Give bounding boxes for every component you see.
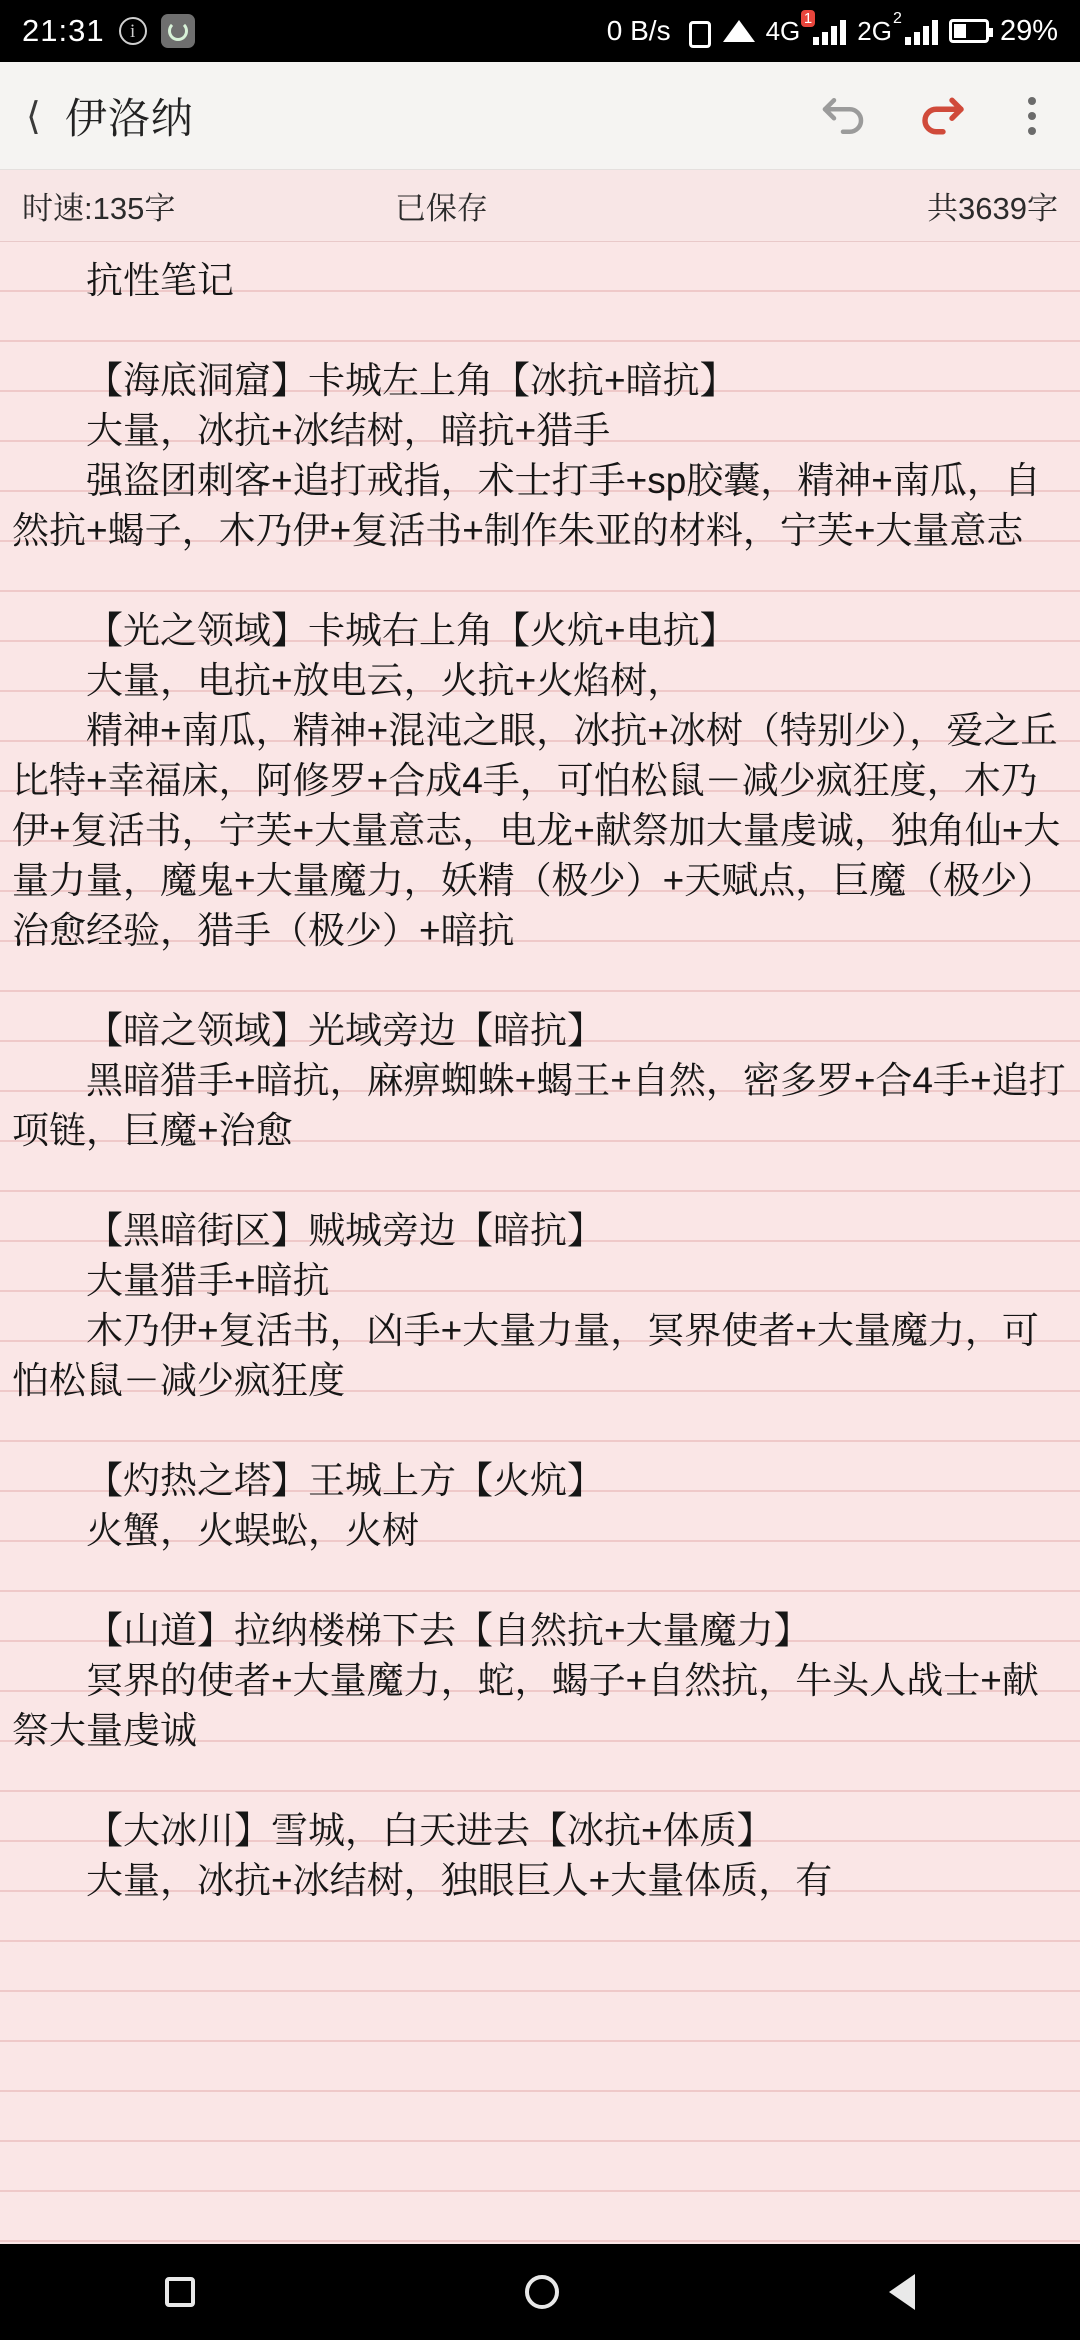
note-line: 大量，冰抗+冰结树，暗抗+猎手 (86, 410, 611, 451)
battery-icon (949, 19, 989, 43)
sim1-label: 4G 1 (766, 16, 803, 47)
note-line: 木乃伊+复活书，凶手+大量力量，冥界使者+大量魔力，可怕松鼠－减少疯狂度 (12, 1310, 1039, 1401)
status-bar-right (606, 9, 1058, 48)
app-bar (0, 62, 1080, 170)
note-line: 【光之领域】卡城右上角【火炕+电抗】 (86, 610, 737, 651)
back-triangle-icon[interactable] (889, 2274, 915, 2310)
recents-square-icon[interactable] (165, 2277, 195, 2307)
sim2-signal-icon (905, 17, 938, 45)
status-bar (0, 0, 1080, 62)
note-editor[interactable] (0, 242, 1080, 2244)
note-line: 大量，电抗+放电云，火抗+火焰树， (86, 660, 685, 701)
system-nav-bar (0, 2244, 1080, 2340)
wifi-icon (723, 18, 755, 44)
note-blank-line (12, 1556, 1068, 1606)
status-bar-left (22, 13, 195, 49)
note-blank-line (12, 956, 1068, 1006)
note-content[interactable] (12, 242, 1068, 1906)
home-circle-icon[interactable] (525, 2275, 559, 2309)
sim1-signal-icon (813, 17, 846, 45)
note-line: 火蟹，火蜈蚣，火树 (86, 1510, 419, 1551)
note-blank-line (12, 306, 1068, 356)
redo-icon[interactable] (916, 89, 970, 143)
app-running-icon (161, 14, 195, 48)
page-title: 伊洛纳 (64, 94, 194, 142)
note-line: 【大冰川】雪城，白天进去【冰抗+体质】 (86, 1810, 774, 1851)
network-speed: 0 B/s (606, 15, 671, 46)
vibrate-icon (682, 18, 712, 44)
word-count: 共3639字 (927, 191, 1058, 226)
undo-icon[interactable] (816, 89, 870, 143)
battery-percent: 29% (999, 14, 1058, 47)
note-line: 【黑暗街区】贼城旁边【暗抗】 (86, 1210, 604, 1251)
note-blank-line (12, 556, 1068, 606)
note-blank-line (12, 1756, 1068, 1806)
back-chevron-icon[interactable]: ⟨ (26, 93, 41, 138)
note-line: 大量，冰抗+冰结树，独眼巨人+大量体质，有 (86, 1860, 833, 1901)
editor-meta-bar (0, 170, 1080, 242)
save-status: 已保存 (394, 191, 488, 226)
note-line: 精神+南瓜，精神+混沌之眼，冰抗+冰树（特别少），爱之丘比特+幸福床，阿修罗+合成4手，可怕松鼠－减少疯狂度，木乃伊+复活书，宁芙+大量意志，电龙+献祭加大量虔诚，独角仙+大量力量，魔鬼+大量魔力，妖精（极少）+天赋点，巨魔（极少）治愈经验，猎手（极少）+暗抗 (12, 710, 1061, 951)
typing-speed: 时速:135字 (22, 191, 176, 226)
note-line: 【灼热之塔】王城上方【火炕】 (86, 1460, 604, 1501)
sim2-badge: 2 (893, 9, 902, 27)
note-blank-line (12, 1406, 1068, 1456)
status-time: 21:31 (22, 13, 105, 48)
note-line: 抗性笔记 (86, 260, 234, 301)
note-line: 大量猎手+暗抗 (86, 1260, 330, 1301)
info-circle-icon: i (119, 17, 147, 45)
kebab-menu-icon[interactable] (1016, 97, 1048, 135)
note-line: 【山道】拉纳楼梯下去【自然抗+大量魔力】 (86, 1610, 811, 1651)
sim1-badge: 1 (801, 10, 815, 27)
note-line: 强盗团刺客+追打戒指，术士打手+sp胶囊，精神+南瓜，自然抗+蝎子，木乃伊+复活书+制作朱亚的材料，宁芙+大量意志 (12, 460, 1041, 551)
sim2-label: 2G 2 (857, 16, 894, 47)
note-line: 黑暗猎手+暗抗，麻痹蜘蛛+蝎王+自然，密多罗+合4手+追打项链，巨魔+治愈 (12, 1060, 1066, 1151)
note-line: 冥界的使者+大量魔力，蛇，蝎子+自然抗，牛头人战士+献祭大量虔诚 (12, 1660, 1039, 1751)
app-bar-actions (816, 89, 1054, 143)
note-blank-line (12, 1156, 1068, 1206)
note-line: 【暗之领域】光域旁边【暗抗】 (86, 1010, 604, 1051)
note-line: 【海底洞窟】卡城左上角【冰抗+暗抗】 (86, 360, 737, 401)
